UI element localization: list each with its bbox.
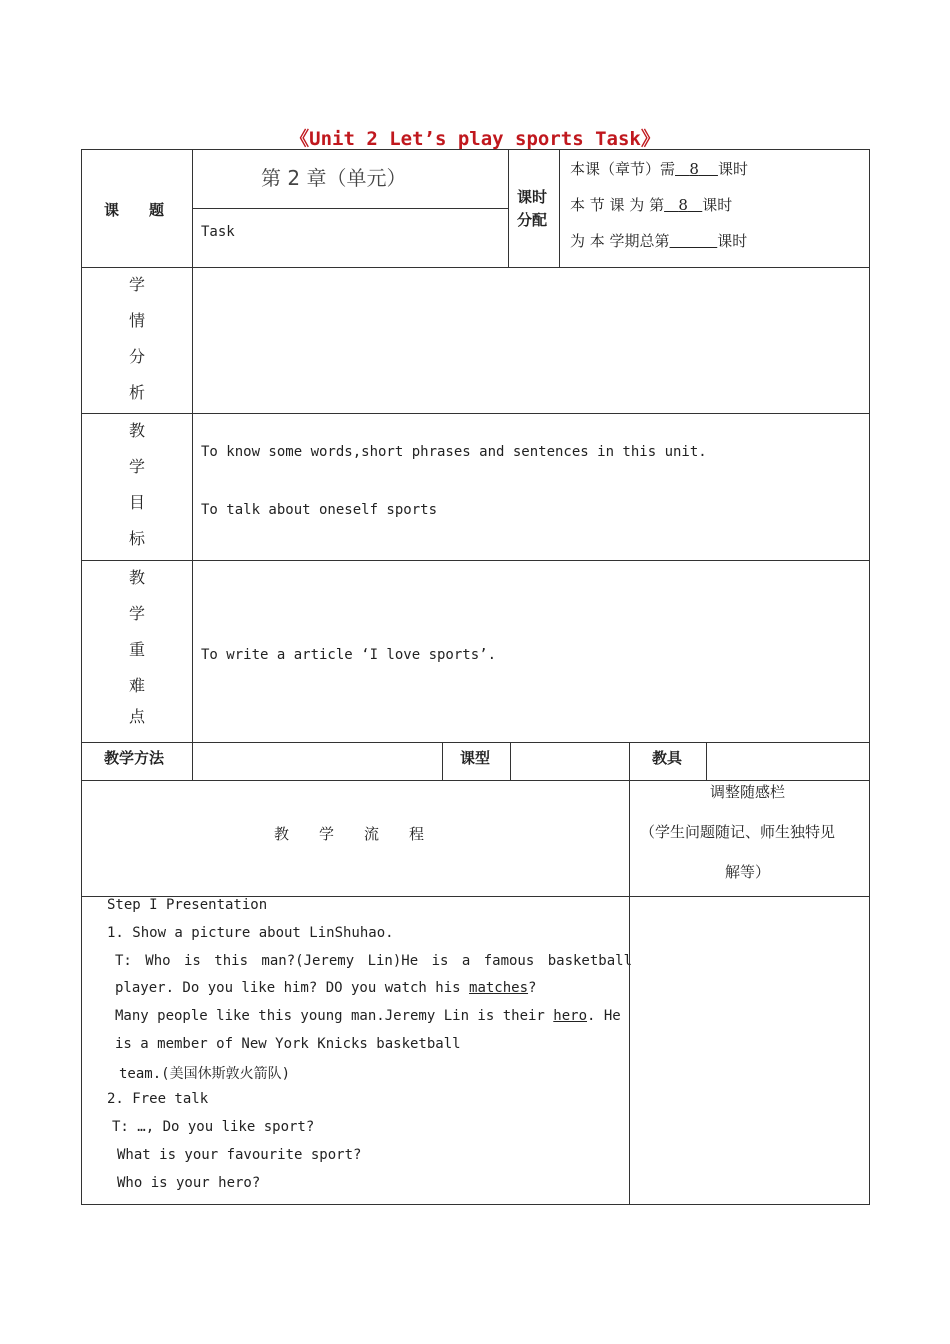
tools-label-cell	[629, 742, 707, 781]
time-line-3-text: 为 本 学期总第	[570, 232, 670, 250]
objectives-label-cell	[81, 413, 193, 561]
step-line-9: T: …, Do you like sport?	[112, 1119, 315, 1135]
step-line-10: What is your favourite sport?	[117, 1147, 362, 1163]
notes-subtitle-1: （学生问题随记、师生独特见	[640, 823, 836, 841]
step-line-5-end: . He	[587, 1008, 621, 1024]
time-label-cell	[508, 149, 560, 268]
objectives-content-cell	[192, 413, 870, 561]
difficulties-content: To write a article ‘I love sports’.	[201, 647, 497, 663]
time-line-1	[570, 158, 748, 179]
difficulties-label-cell	[81, 560, 193, 743]
time-label: 课时分配	[517, 188, 548, 229]
lesson-name: Task	[201, 224, 235, 240]
difficulties-char-2: 学	[128, 604, 145, 623]
notes-title: 调整随感栏	[710, 783, 786, 801]
flow-header-cell	[81, 780, 630, 897]
step-line-4	[115, 980, 536, 996]
step-line-5-text: Many people like this young man.Jeremy Lin is their	[115, 1008, 554, 1024]
objective-1: To know some words,short phrases and sentences in this unit.	[201, 444, 707, 460]
analysis-char-3: 分	[128, 347, 145, 366]
topic-label-cell	[81, 149, 193, 268]
tools-label: 教具	[652, 749, 683, 767]
notes-subtitle-2: 解等）	[725, 863, 771, 881]
analysis-content-cell	[192, 267, 870, 414]
time-line-2	[570, 194, 732, 215]
time-line-2-value: 8	[678, 196, 688, 214]
difficulties-char-3: 重	[128, 640, 145, 659]
chapter-cell	[192, 149, 509, 209]
step-line-4-end: ?	[528, 980, 537, 996]
time-allocation-cell	[559, 149, 870, 268]
analysis-char-1: 学	[128, 275, 145, 294]
topic-label: 课 题	[104, 201, 165, 219]
objective-2: To talk about oneself sports	[201, 502, 438, 518]
difficulties-char-1: 教	[128, 568, 145, 587]
difficulties-content-cell	[192, 560, 870, 743]
objectives-char-4: 标	[128, 529, 145, 548]
difficulties-char-4: 难	[128, 676, 145, 695]
notes-content-cell	[629, 896, 870, 1205]
step-line-11: Who is your hero?	[117, 1175, 261, 1191]
step-line-8: 2. Free talk	[107, 1091, 209, 1107]
step-line-1: Step I Presentation	[107, 897, 268, 913]
objectives-char-3: 目	[128, 493, 145, 512]
step-line-3: T: Who is this man?(Jeremy Lin)He is a famous basketball	[115, 953, 633, 969]
time-line-2-text: 本 节 课 为 第	[570, 196, 665, 214]
difficulties-char-5: 点	[128, 707, 145, 726]
chapter-title: 第 2 章（单元）	[261, 166, 407, 190]
type-label-cell	[442, 742, 511, 781]
time-line-1-end: 课时	[717, 160, 748, 178]
notes-header-cell	[629, 780, 870, 897]
objectives-char-2: 学	[128, 457, 145, 476]
step-line-7: team.(美国休斯敦火箭队)	[119, 1066, 291, 1082]
time-line-1-value: 8	[689, 160, 699, 178]
document-title: 《Unit 2 Let’s play sports Task》	[290, 128, 660, 150]
step-line-5	[115, 1008, 621, 1024]
steps-cell	[81, 896, 633, 1205]
type-label: 课型	[460, 749, 491, 767]
tools-value-cell	[706, 742, 870, 781]
analysis-char-2: 情	[128, 311, 145, 330]
lesson-name-cell	[192, 208, 509, 268]
method-label-cell	[81, 742, 193, 781]
time-line-3-blank	[670, 232, 718, 250]
time-line-3	[570, 230, 747, 251]
hero-word: hero	[553, 1008, 588, 1024]
flow-label: 教 学 流 程	[274, 825, 425, 843]
step-line-4-text: player. Do you like him? DO you watch his	[115, 980, 470, 996]
method-value-cell	[192, 742, 443, 781]
type-value-cell	[510, 742, 630, 781]
time-line-1-text: 本课（章节）需	[570, 160, 676, 178]
time-line-3-end: 课时	[717, 232, 748, 250]
time-line-2-end: 课时	[702, 196, 733, 214]
objectives-char-1: 教	[128, 421, 145, 440]
step-line-6: is a member of New York Knicks basketball	[115, 1036, 461, 1052]
analysis-char-4: 析	[128, 383, 145, 402]
step-line-2: 1. Show a picture about LinShuhao.	[107, 925, 394, 941]
analysis-label-cell	[81, 267, 193, 414]
matches-word: matches	[469, 980, 529, 996]
method-label: 教学方法	[104, 749, 165, 767]
